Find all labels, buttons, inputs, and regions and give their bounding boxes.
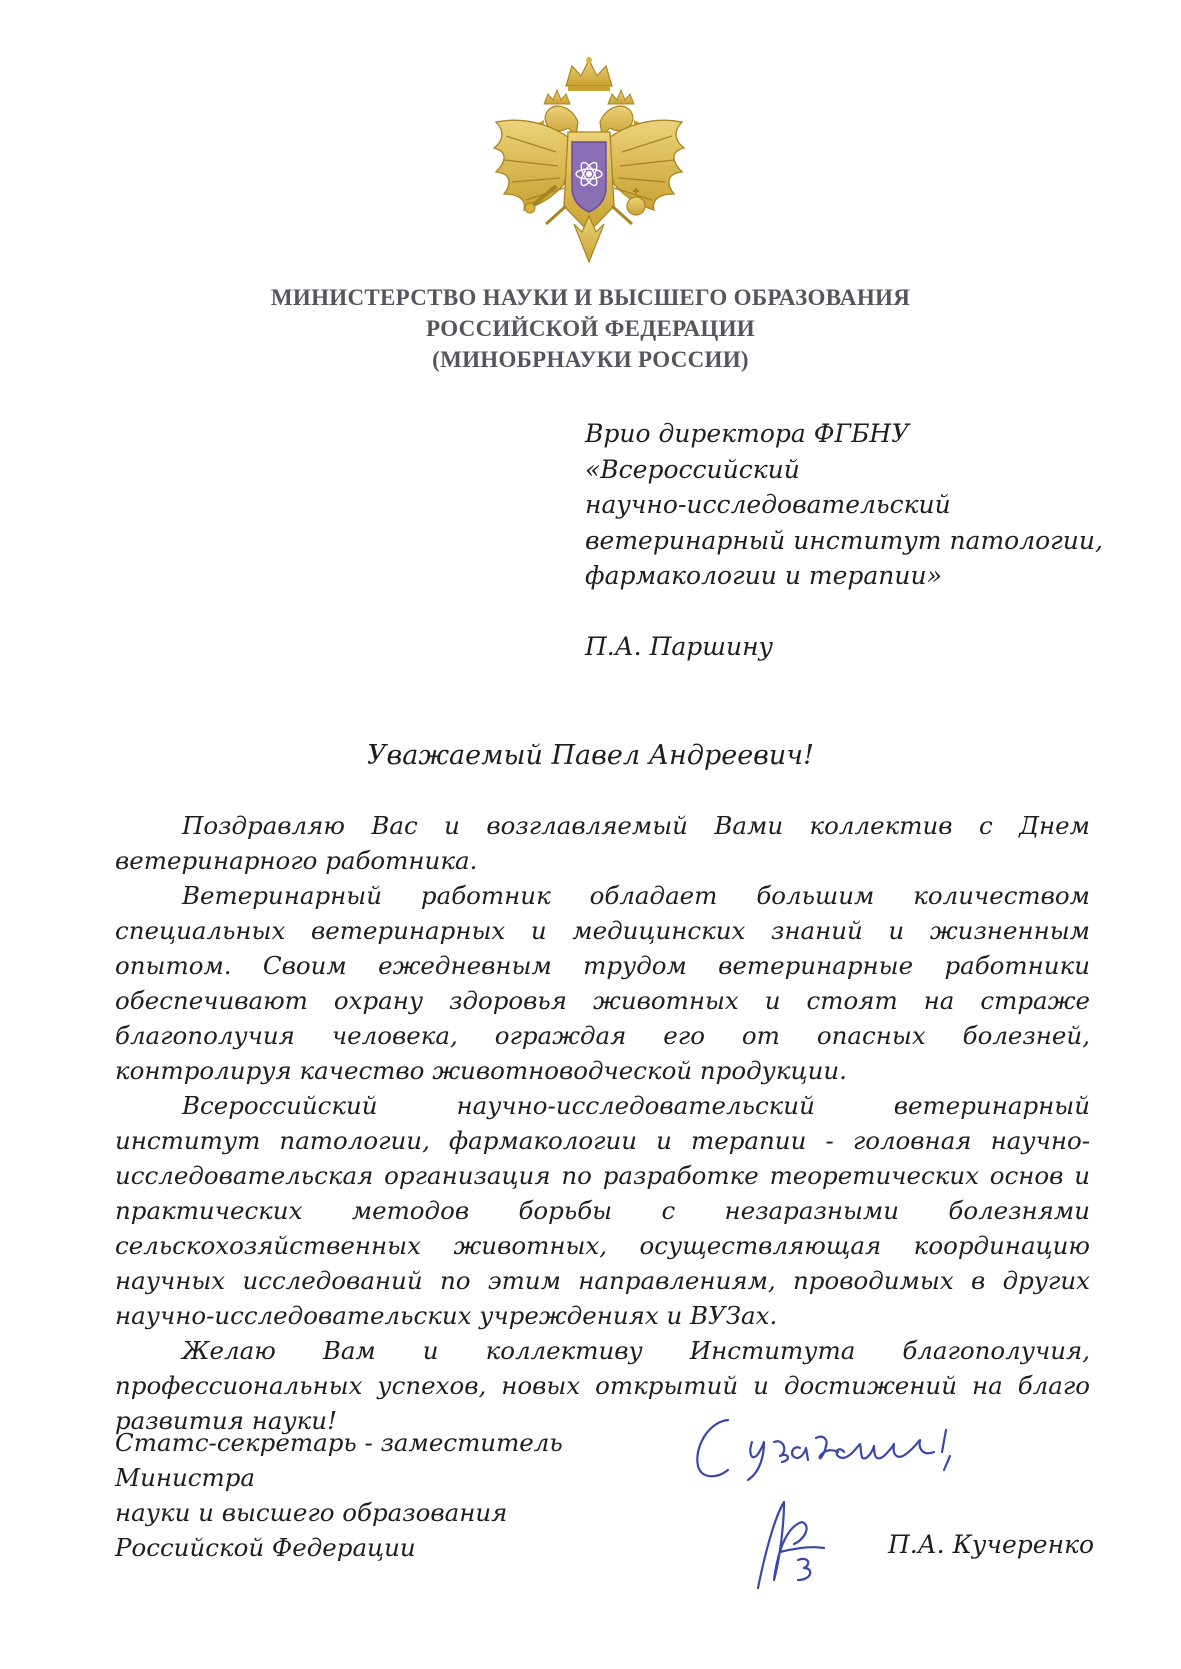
- addressee-line: научно-исследовательский: [585, 490, 951, 519]
- handwritten-signature: [688, 1408, 1018, 1598]
- signer-title-line: Статс-секретарь - заместитель Министра: [115, 1428, 563, 1492]
- addressee-line: фармакологии и терапии»: [585, 561, 942, 590]
- addressee-block: [585, 416, 1105, 664]
- ministry-name-line-1: МИНИСТЕРСТВО НАУКИ И ВЫСШЕГО ОБРАЗОВАНИЯ: [270, 285, 911, 310]
- ministry-name-line-3: (МИНОБРНАУКИ РОССИИ): [432, 347, 749, 372]
- ministry-heading: [0, 282, 1181, 375]
- addressee-line: Врио директора ФГБНУ: [585, 419, 910, 448]
- addressee-line: ветеринарный институт патологии,: [585, 525, 1103, 555]
- signer-title-line: науки и высшего образования: [115, 1498, 508, 1527]
- signer-name: П.А. Кучеренко: [888, 1530, 1095, 1559]
- salutation: Уважаемый Павел Андреевич!: [367, 740, 814, 771]
- signer-title: [115, 1425, 675, 1565]
- body-paragraph: Всероссийский научно-исследовательский ветеринарный институт патологии, фармакологии и терапии - головная научно-исследовательская организация по разработке теоретических основ и практических методов борьбы с незаразными болезнями сельскохозяйственных животных, осуществляющая координацию научных исследований по этим направлениям, проводимых в других научно-исследовательских учреждениях и ВУЗах.: [115, 1091, 1090, 1330]
- ministry-name-line-2: РОССИЙСКОЙ ФЕДЕРАЦИИ: [426, 316, 755, 341]
- body-paragraph: Поздравляю Вас и возглавляемый Вами коллектив с Днем ветеринарного работника.: [115, 811, 1090, 875]
- body-paragraph: Желаю Вам и коллективу Института благополучия, профессиональных успехов, новых открытий и достижений на благо развития науки!: [115, 1336, 1090, 1435]
- letter-body: [115, 808, 1090, 1438]
- double-headed-eagle-emblem: [486, 56, 692, 268]
- addressee-name: П.А. Паршину: [585, 631, 774, 661]
- body-paragraph: Ветеринарный работник обладает большим количеством специальных ветеринарных и медицинских знаний и жизненным опытом. Своим ежедневным трудом ветеринарные работники обеспечивают охрану здоровья животных и стоят на страже благополучия человека, ограждая его от опасных болезней, контролируя качество животноводческой продукции.: [115, 881, 1090, 1085]
- addressee-line: «Всероссийский: [585, 454, 800, 484]
- signer-title-line: Российской Федерации: [115, 1533, 416, 1562]
